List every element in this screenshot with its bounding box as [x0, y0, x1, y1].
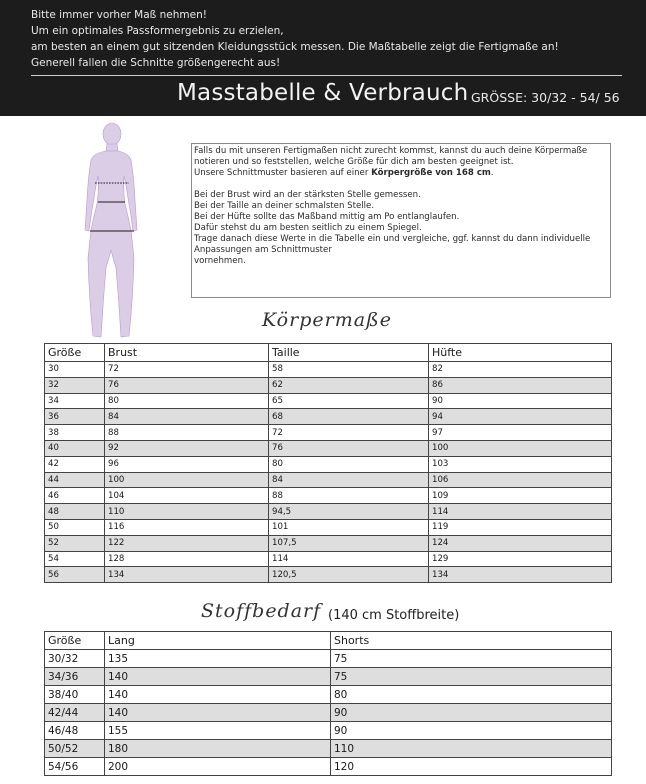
table-cell: 36	[45, 409, 105, 425]
table-cell: 107,5	[269, 535, 429, 551]
table-row	[45, 377, 612, 393]
table-cell: 100	[105, 472, 269, 488]
table-row	[45, 535, 612, 551]
koerpermasse-table	[44, 343, 612, 583]
table-cell: 92	[105, 440, 269, 456]
stoffbedarf-subtitle: (140 cm Stoffbreite)	[328, 608, 460, 623]
table-cell: 52	[45, 535, 105, 551]
info-text: notieren und so feststellen, welche Größe für dich am besten geeignet ist.	[194, 157, 514, 167]
table-cell: 100	[429, 440, 612, 456]
table-cell: 120	[331, 758, 612, 776]
table-cell: 124	[429, 535, 612, 551]
info-text: Bei der Hüfte sollte das Maßband mittig am Po entlanglaufen.	[194, 212, 460, 222]
table-cell: 110	[331, 740, 612, 758]
table-cell: 140	[105, 686, 331, 704]
stoffbedarf-table	[44, 631, 612, 776]
table-cell: 129	[429, 551, 612, 567]
table-row	[45, 519, 612, 535]
header-divider	[31, 75, 622, 76]
table-cell: 200	[105, 758, 331, 776]
table-cell: 80	[269, 456, 429, 472]
table-cell: 128	[105, 551, 269, 567]
header-banner	[0, 0, 646, 116]
size-range-label: GRÖSSE: 30/32 - 54/ 56	[471, 90, 620, 105]
table-cell: 155	[105, 722, 331, 740]
table-cell: 114	[429, 504, 612, 520]
table-row	[45, 650, 612, 668]
table-cell: 32	[45, 377, 105, 393]
table-cell: 56	[45, 567, 105, 583]
table-row	[45, 740, 612, 758]
table-cell: 94	[429, 409, 612, 425]
table-cell: 122	[105, 535, 269, 551]
body-height-highlight: Körpergröße von 168 cm	[371, 168, 491, 178]
table-cell: 114	[269, 551, 429, 567]
table-cell: 140	[105, 668, 331, 686]
column-header: Shorts	[331, 632, 612, 650]
table-cell: 82	[429, 362, 612, 378]
table-cell: 42	[45, 456, 105, 472]
table-cell: 80	[331, 686, 612, 704]
table-cell: 84	[105, 409, 269, 425]
table-cell: 88	[105, 425, 269, 441]
table-cell: 65	[269, 393, 429, 409]
table-cell: 110	[105, 504, 269, 520]
body-silhouette-figure	[80, 118, 160, 344]
table-cell: 38	[45, 425, 105, 441]
table-cell: 50	[45, 519, 105, 535]
info-text: Falls du mit unseren Fertigmaßen nicht zurecht kommst, kannst du auch deine Körpermaße	[194, 146, 588, 156]
table-cell: 116	[105, 519, 269, 535]
table-cell: 75	[331, 650, 612, 668]
table-cell: 44	[45, 472, 105, 488]
table-cell: 34/36	[45, 668, 105, 686]
table-cell: 140	[105, 704, 331, 722]
page-title: Masstabelle & Verbrauch	[177, 80, 469, 106]
column-header: Größe	[45, 632, 105, 650]
table-cell: 30/32	[45, 650, 105, 668]
table-row	[45, 704, 612, 722]
table-cell: 101	[269, 519, 429, 535]
table-cell: 90	[331, 704, 612, 722]
info-text: Bei der Taille an deiner schmalsten Stelle.	[194, 201, 375, 211]
table-cell: 94,5	[269, 504, 429, 520]
table-row	[45, 409, 612, 425]
table-cell: 134	[429, 567, 612, 583]
table-cell: 80	[105, 393, 269, 409]
table-row	[45, 722, 612, 740]
table-row	[45, 504, 612, 520]
table-cell: 90	[429, 393, 612, 409]
table-cell: 48	[45, 504, 105, 520]
info-text: Anpassungen am Schnittmuster	[194, 245, 332, 255]
table-row	[45, 456, 612, 472]
table-cell: 119	[429, 519, 612, 535]
table-row	[45, 362, 612, 378]
column-header: Brust	[105, 344, 269, 362]
info-text: Trage danach diese Werte in die Tabelle ein und vergleiche, ggf. kannst du dann individuelle	[194, 234, 591, 244]
table-cell: 90	[331, 722, 612, 740]
table-row	[45, 393, 612, 409]
table-cell: 46/48	[45, 722, 105, 740]
table-row	[45, 758, 612, 776]
table-header-row	[45, 632, 612, 650]
column-header: Hüfte	[429, 344, 612, 362]
table-cell: 97	[429, 425, 612, 441]
measuring-info-box	[191, 143, 611, 298]
header-note: Generell fallen die Schnitte größengerecht aus!	[31, 57, 281, 69]
header-note: am besten an einem gut sitzenden Kleidungsstück messen. Die Maßtabelle zeigt die Fertigmaße an!	[31, 41, 559, 53]
table-row	[45, 668, 612, 686]
table-cell: 34	[45, 393, 105, 409]
table-row	[45, 472, 612, 488]
table-row	[45, 686, 612, 704]
info-text: Unsere Schnittmuster basieren auf einer Körpergröße von 168 cm.	[194, 168, 494, 178]
info-text: vornehmen.	[194, 256, 246, 266]
table-cell: 58	[269, 362, 429, 378]
table-cell: 84	[269, 472, 429, 488]
table-cell: 76	[105, 377, 269, 393]
table-cell: 120,5	[269, 567, 429, 583]
table-cell: 54/56	[45, 758, 105, 776]
table-cell: 42/44	[45, 704, 105, 722]
table-cell: 96	[105, 456, 269, 472]
table-cell: 50/52	[45, 740, 105, 758]
table-cell: 135	[105, 650, 331, 668]
table-cell: 134	[105, 567, 269, 583]
table-cell: 72	[269, 425, 429, 441]
table-cell: 38/40	[45, 686, 105, 704]
table-cell: 76	[269, 440, 429, 456]
table-row	[45, 567, 612, 583]
table-cell: 109	[429, 488, 612, 504]
info-text: Dafür stehst du am besten seitlich zu einem Spiegel.	[194, 223, 422, 233]
info-text: Bei der Brust wird an der stärksten Stelle gemessen.	[194, 190, 421, 200]
table-row	[45, 425, 612, 441]
table-cell: 86	[429, 377, 612, 393]
column-header: Größe	[45, 344, 105, 362]
table-cell: 40	[45, 440, 105, 456]
table-cell: 72	[105, 362, 269, 378]
koerpermasse-title: Körpermaße	[262, 309, 392, 331]
table-cell: 104	[105, 488, 269, 504]
table-cell: 88	[269, 488, 429, 504]
column-header: Taille	[269, 344, 429, 362]
header-note: Um ein optimales Passformergebnis zu erzielen,	[31, 25, 284, 37]
header-note: Bitte immer vorher Maß nehmen!	[31, 9, 207, 21]
table-cell: 68	[269, 409, 429, 425]
table-cell: 106	[429, 472, 612, 488]
table-cell: 62	[269, 377, 429, 393]
table-cell: 46	[45, 488, 105, 504]
table-row	[45, 488, 612, 504]
column-header: Lang	[105, 632, 331, 650]
table-row	[45, 440, 612, 456]
table-cell: 30	[45, 362, 105, 378]
table-header-row	[45, 344, 612, 362]
table-cell: 75	[331, 668, 612, 686]
table-row	[45, 551, 612, 567]
table-cell: 180	[105, 740, 331, 758]
table-cell: 54	[45, 551, 105, 567]
table-cell: 103	[429, 456, 612, 472]
stoffbedarf-title: Stoffbedarf	[201, 600, 322, 622]
